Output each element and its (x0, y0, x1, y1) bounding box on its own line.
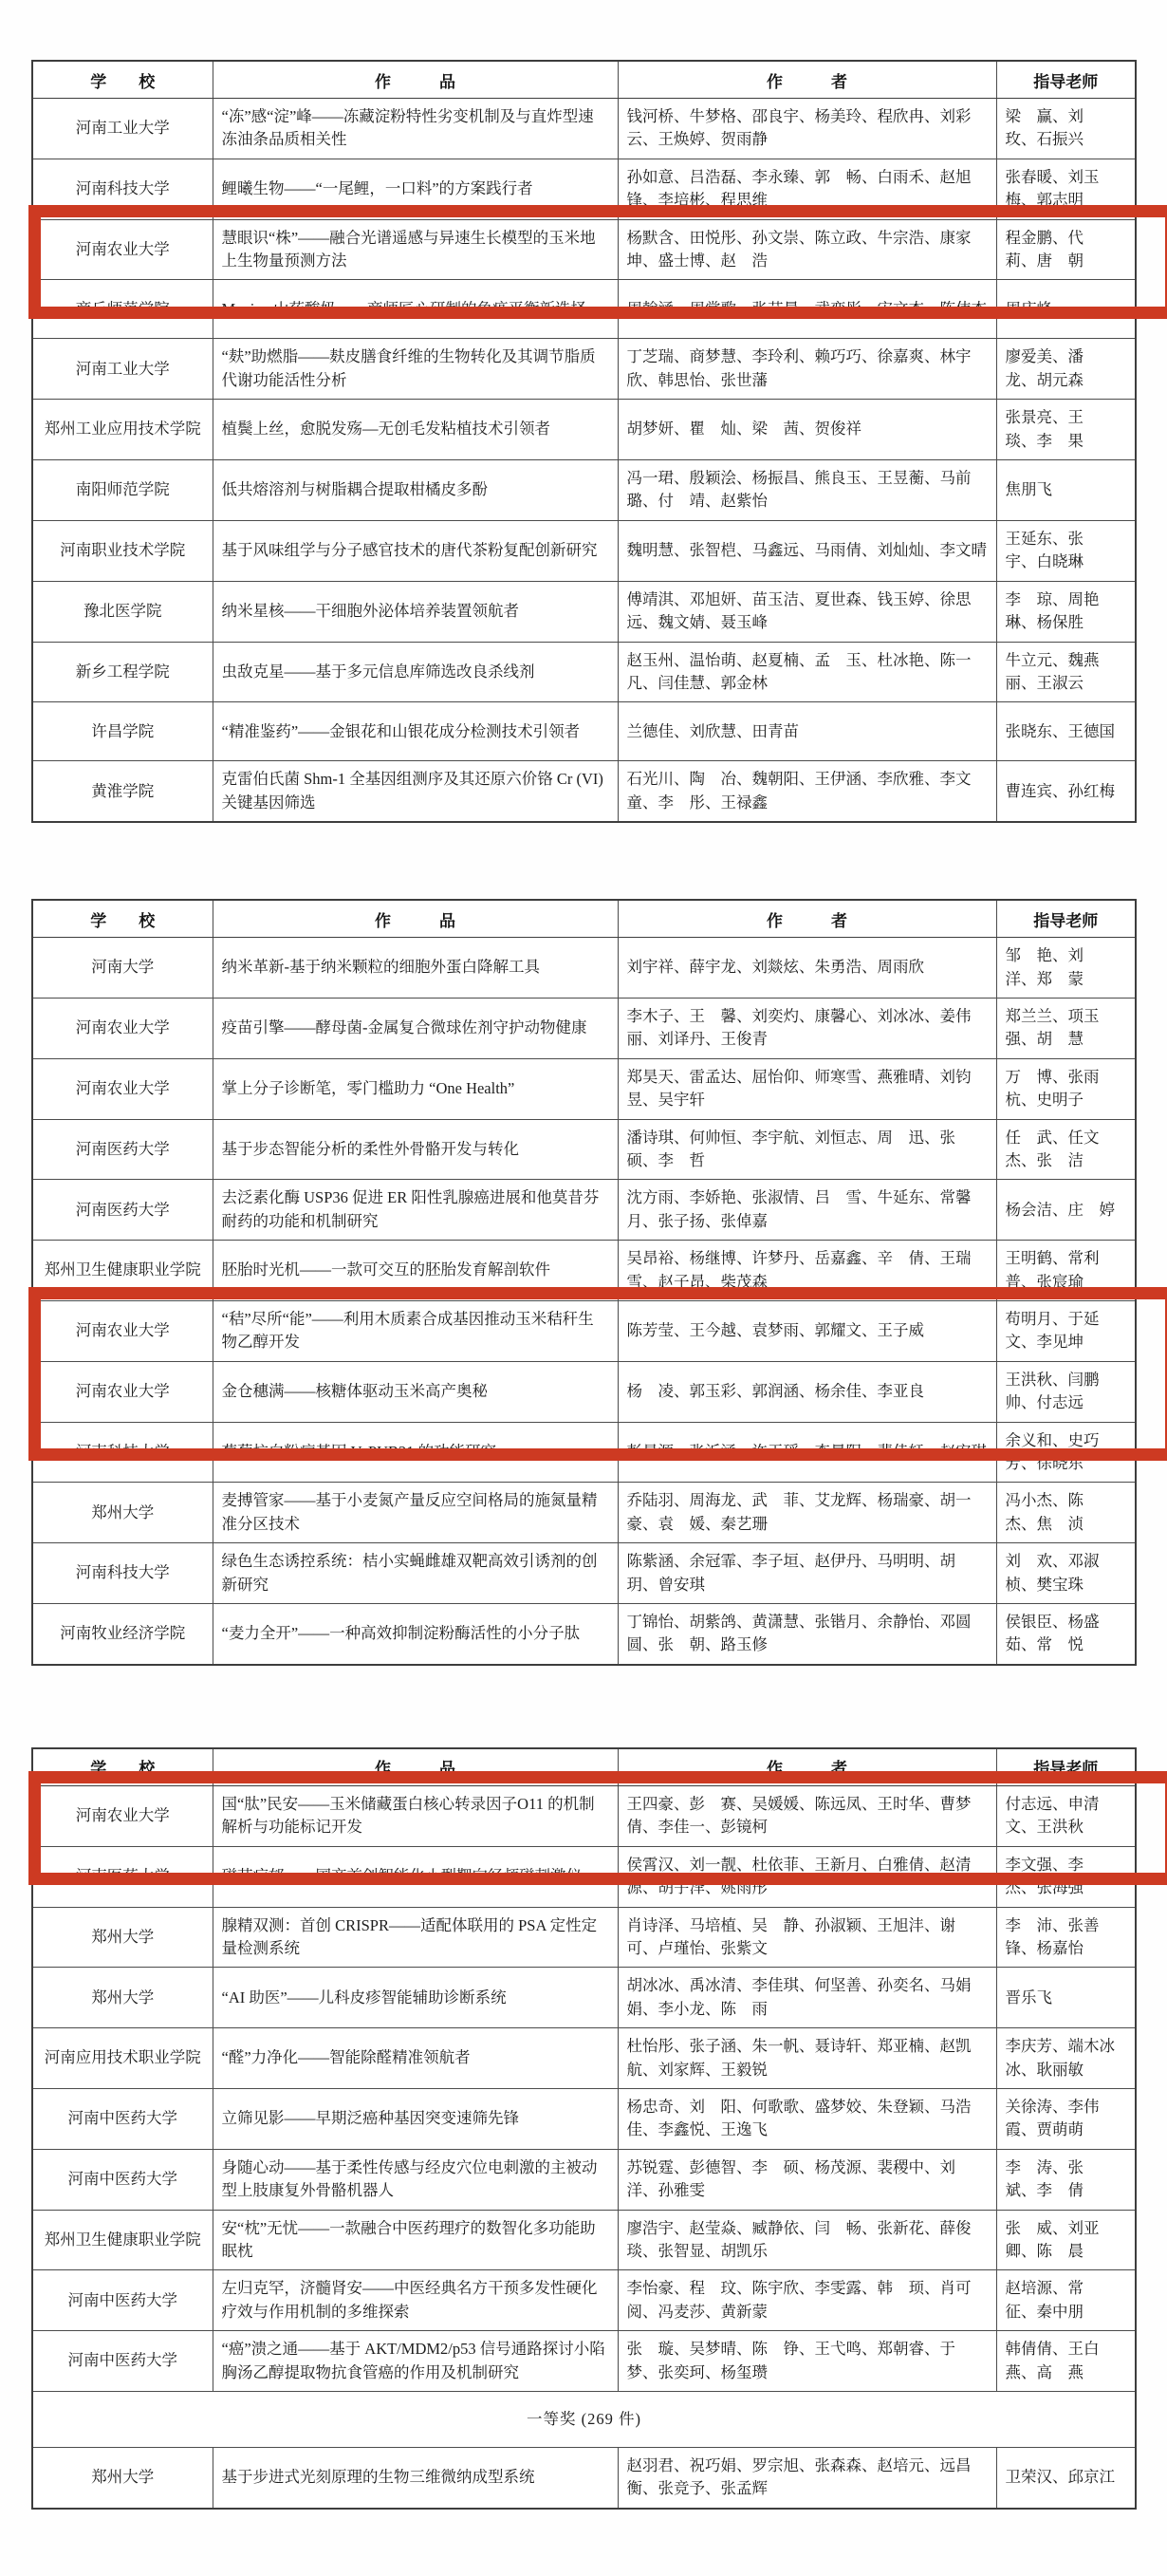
table-row (32, 761, 1136, 822)
school-cell: 郑州大学 (32, 1907, 213, 1968)
school-cell: 河南农业大学 (32, 1301, 213, 1362)
column-header: 学 校 (32, 1748, 213, 1786)
advisors-cell: 侯银臣、杨盛茹、常 悦 (996, 1604, 1136, 1665)
work-cell: 金仓穗满——核糖体驱动玉米高产奥秘 (213, 1361, 618, 1422)
school-cell: 郑州卫生健康职业学院 (32, 2210, 213, 2270)
advisors-cell: 邹 艳、刘 洋、郑 蒙 (996, 938, 1136, 999)
award-tier-label: 一等奖 (269 件) (32, 2392, 1136, 2448)
school-cell: 商丘师范学院 (32, 280, 213, 339)
authors-cell: 杨 凌、郭玉彩、郭润涵、杨余佳、李亚良 (618, 1361, 996, 1422)
work-cell: “冻”感“淀”峰——冻藏淀粉特性劣变机制及与直炸型速冻油条品质相关性 (213, 99, 618, 159)
advisors-cell: 刘 欢、邓淑桢、樊宝珠 (996, 1543, 1136, 1604)
advisors-cell: 李 琼、周艳琳、杨保胜 (996, 581, 1136, 642)
work-cell: “麦力全开”——一种高效抑制淀粉酶活性的小分子肽 (213, 1604, 618, 1665)
school-cell: 新乡工程学院 (32, 642, 213, 702)
table-row (32, 702, 1136, 761)
work-cell: “癌”溃之通——基于 AKT/MDM2/p53 信号通路探讨小陷胸汤乙醇提取物抗食管癌的作用及机制研究 (213, 2331, 618, 2392)
column-header: 指导老师 (996, 900, 1136, 938)
school-cell: 河南中医药大学 (32, 2331, 213, 2392)
school-cell: 许昌学院 (32, 702, 213, 761)
header-row (32, 1748, 1136, 1786)
table-row (32, 1543, 1136, 1604)
authors-cell: 陈芳莹、王今越、袁梦雨、郭耀文、王子威 (618, 1301, 996, 1362)
table-row (32, 1785, 1136, 1846)
authors-cell: 胡冰冰、禹冰清、李佳琪、何坚善、孙奕名、马娟娟、李小龙、陈 雨 (618, 1968, 996, 2028)
advisors-cell: 牛立元、魏燕丽、王淑云 (996, 642, 1136, 702)
column-header: 指导老师 (996, 1748, 1136, 1786)
work-cell: 疫苗引擎——酵母菌-金属复合微球佐剂守护动物健康 (213, 998, 618, 1058)
award-table-2 (31, 899, 1137, 1666)
table-row (32, 642, 1136, 702)
work-cell: 安“枕”无忧——一款融合中医药理疗的数智化多功能助眠枕 (213, 2210, 618, 2270)
school-cell: 河南职业技术学院 (32, 520, 213, 581)
authors-cell: 潘诗琪、何帅恒、李宇航、刘恒志、周 迅、张 硕、李 哲 (618, 1119, 996, 1180)
table-row (32, 2270, 1136, 2331)
advisors-cell: 曹连宾、孙红梅 (996, 761, 1136, 822)
authors-cell: 沈方雨、李娇艳、张淑情、吕 雪、牛延东、常馨月、张子扬、张倬嘉 (618, 1180, 996, 1241)
table-row (32, 339, 1136, 400)
authors-cell: 兰德佳、刘欣慧、田青苗 (618, 702, 996, 761)
work-cell: 左归克罕，济髓肾安——中医经典名方干预多发性硬化疗效与作用机制的多维探索 (213, 2270, 618, 2331)
work-cell: 低共熔溶剂与树脂耦合提取柑橘皮多酚 (213, 460, 618, 521)
table-row (32, 1301, 1136, 1362)
authors-cell: 丁芝瑞、商梦慧、李玲利、赖巧巧、徐嘉爽、林宇欣、韩思怡、张世藩 (618, 339, 996, 400)
authors-cell: 李怡豪、程 玟、陈宇欣、李雯露、韩 顼、肖可阅、冯麦莎、黄新蒙 (618, 2270, 996, 2331)
header-row (32, 900, 1136, 938)
table-1-body (32, 99, 1136, 823)
authors-cell: 吴昂裕、杨继博、许梦丹、岳嘉鑫、辛 倩、王瑞雪、赵子昂、柴茂森 (618, 1241, 996, 1301)
advisors-cell: 廖爱美、潘 龙、胡元森 (996, 339, 1136, 400)
table-row (32, 2448, 1136, 2509)
column-header: 作 品 (213, 61, 618, 99)
advisors-cell: 赵培源、常 征、秦中朋 (996, 2270, 1136, 2331)
school-cell: 河南大学 (32, 938, 213, 999)
column-header: 作 者 (618, 61, 996, 99)
table-row (32, 998, 1136, 1058)
table-row (32, 219, 1136, 280)
column-header: 指导老师 (996, 61, 1136, 99)
table-row (32, 99, 1136, 159)
authors-cell: 杨默含、田悦彤、孙文崇、陈立政、牛宗浩、康家坤、盛士博、赵 浩 (618, 219, 996, 280)
school-cell: 河南中医药大学 (32, 2088, 213, 2149)
work-cell: 慧眼识“株”——融合光谱遥感与异速生长模型的玉米地上生物量预测方法 (213, 219, 618, 280)
authors-cell: 冯一珺、殷颖浍、杨振昌、熊良玉、王昱蘅、马前璐、付 靖、赵紫怡 (618, 460, 996, 521)
table-row (32, 159, 1136, 219)
work-cell: 基于步态智能分析的柔性外骨骼开发与转化 (213, 1119, 618, 1180)
advisors-cell: 卫荣汉、邱京江 (996, 2448, 1136, 2509)
school-cell: 河南农业大学 (32, 1058, 213, 1119)
authors-cell: 赵玉州、温怡萌、赵夏楠、孟 玉、杜冰艳、陈一凡、闫佳慧、郭金林 (618, 642, 996, 702)
column-header: 作 者 (618, 900, 996, 938)
table-row (32, 400, 1136, 460)
authors-cell: 侯霄汉、刘一靓、杜依菲、王新月、白雅倩、赵清源、胡宇泽、姚雨彤 (618, 1846, 996, 1907)
work-cell: 植鬓上丝，愈脱发殇—无创毛发粘植技术引领者 (213, 400, 618, 460)
advisors-cell: 万 博、张雨杭、史明子 (996, 1058, 1136, 1119)
authors-cell: 杨忠奇、刘 阳、何歌歌、盛梦姣、朱登颖、马浩佳、李鑫悦、王逸飞 (618, 2088, 996, 2149)
advisors-cell: 王明鹤、常利普、张宸瑜 (996, 1241, 1136, 1301)
work-cell: 磁芯疗郁——国产首创智能化小型靶向经颅磁刺激仪 (213, 1846, 618, 1907)
authors-cell: 廖浩宇、赵莹焱、臧静依、闫 畅、张新花、薛俊琰、张智显、胡凯乐 (618, 2210, 996, 2270)
authors-cell: 郑昊天、雷孟达、屈怡仰、师寒雪、燕雅晴、刘钧昱、吴宇轩 (618, 1058, 996, 1119)
school-cell: 河南医药大学 (32, 1846, 213, 1907)
school-cell: 河南农业大学 (32, 998, 213, 1058)
work-cell: 基于步进式光刻原理的生物三维微纳成型系统 (213, 2448, 618, 2509)
authors-cell: 石光川、陶 冶、魏朝阳、王伊涵、李欣雅、李文童、李 彤、王禄鑫 (618, 761, 996, 822)
advisors-cell: 韩倩倩、王白燕、高 燕 (996, 2331, 1136, 2392)
table-row (32, 1483, 1136, 1543)
advisors-cell: 张 威、刘亚卿、陈 晨 (996, 2210, 1136, 2270)
school-cell: 河南工业大学 (32, 339, 213, 400)
work-cell: 葡萄抗白粉病基因 VyPUB21 的功能研究 (213, 1422, 618, 1483)
advisors-cell: 王洪秋、闫鹏帅、付志远 (996, 1361, 1136, 1422)
advisors-cell: 李 涛、张 斌、李 倩 (996, 2149, 1136, 2210)
work-cell: 绿色生态诱控系统：桔小实蝇雌雄双靶高效引诱剂的创新研究 (213, 1543, 618, 1604)
school-cell: 河南科技大学 (32, 1543, 213, 1604)
table-row (32, 938, 1136, 999)
table-row (32, 1604, 1136, 1665)
table-row (32, 1422, 1136, 1483)
award-table-3 (31, 1747, 1137, 2510)
authors-cell: 周翰涵、周常歌、张艾晨、武奕彤、宋文杰、陈伟杰 (618, 280, 996, 339)
column-header: 学 校 (32, 900, 213, 938)
work-cell: 鲤曦生物——“一尾鲤，一口料”的方案践行者 (213, 159, 618, 219)
work-cell: “麸”助燃脂——麸皮膳食纤维的生物转化及其调节脂质代谢功能活性分析 (213, 339, 618, 400)
authors-cell: 傅靖淇、邓旭妍、苗玉洁、夏世森、钱玉婷、徐思远、魏文婧、聂玉峰 (618, 581, 996, 642)
school-cell: 河南农业大学 (32, 1785, 213, 1846)
advisors-cell: 关徐涛、李伟霞、贾萌萌 (996, 2088, 1136, 2149)
school-cell: 郑州大学 (32, 1968, 213, 2028)
work-cell: 去泛素化酶 USP36 促进 ER 阳性乳腺癌进展和他莫昔芬耐药的功能和机制研究 (213, 1180, 618, 1241)
authors-cell: 苏锐霆、彭德智、李 硕、杨茂源、裴稷中、刘 洋、孙雅雯 (618, 2149, 996, 2210)
table-3-body (32, 1785, 1136, 2508)
table-3-header (32, 1748, 1136, 1786)
column-header: 作 品 (213, 1748, 618, 1786)
column-header: 作 品 (213, 900, 618, 938)
advisors-cell: 程金鹏、代 莉、唐 朝 (996, 219, 1136, 280)
advisors-cell: 郑兰兰、项玉强、胡 慧 (996, 998, 1136, 1058)
award-tier-divider (32, 2392, 1136, 2448)
authors-cell: 孙如意、吕浩磊、李永臻、郭 畅、白雨禾、赵旭锋、李培彬、程思维 (618, 159, 996, 219)
table-2-header (32, 900, 1136, 938)
school-cell: 河南中医药大学 (32, 2149, 213, 2210)
header-row (32, 61, 1136, 99)
school-cell: 豫北医学院 (32, 581, 213, 642)
work-cell: “AI 助医”——儿科皮疹智能辅助诊断系统 (213, 1968, 618, 2028)
table-row (32, 280, 1136, 339)
work-cell: “秸”尽所“能”——利用木质素合成基因推动玉米秸秆生物乙醇开发 (213, 1301, 618, 1362)
school-cell: 郑州卫生健康职业学院 (32, 1241, 213, 1301)
authors-cell: 杜怡彤、张子涵、朱一帆、聂诗轩、郑亚楠、赵凯航、刘家辉、王毅锐 (618, 2028, 996, 2089)
table-row (32, 2088, 1136, 2149)
school-cell: 黄淮学院 (32, 761, 213, 822)
school-cell: 河南中医药大学 (32, 2270, 213, 2331)
advisors-cell: 王延东、张 宇、白晓琳 (996, 520, 1136, 581)
advisors-cell: 李庆芳、端木冰冰、耿丽敏 (996, 2028, 1136, 2089)
authors-cell: 丁锦怡、胡紫鸽、黄潇慧、张锴月、余静怡、邓圆圆、张 朝、路玉修 (618, 1604, 996, 1665)
table-row (32, 2149, 1136, 2210)
school-cell: 河南医药大学 (32, 1119, 213, 1180)
work-cell: 立筛见影——早期泛癌种基因突变速筛先锋 (213, 2088, 618, 2149)
advisors-cell: 冯小杰、陈 杰、焦 浈 (996, 1483, 1136, 1543)
authors-cell: 钱河桥、牛梦格、邵良宇、杨美玲、程欣冉、刘彩云、王焕婷、贺雨静 (618, 99, 996, 159)
advisors-cell: 焦朋飞 (996, 460, 1136, 521)
school-cell: 河南科技大学 (32, 1422, 213, 1483)
work-cell: 国“肽”民安——玉米储藏蛋白核心转录因子O11 的机制解析与功能标记开发 (213, 1785, 618, 1846)
school-cell: 河南应用技术职业学院 (32, 2028, 213, 2089)
school-cell: 河南医药大学 (32, 1180, 213, 1241)
column-header: 学 校 (32, 61, 213, 99)
school-cell: 河南工业大学 (32, 99, 213, 159)
authors-cell: 李木子、王 馨、刘奕灼、康馨心、刘冰冰、姜伟丽、刘译丹、王俊青 (618, 998, 996, 1058)
table-row (32, 2028, 1136, 2089)
school-cell: 郑州工业应用技术学院 (32, 400, 213, 460)
work-cell: 掌上分子诊断笔，零门槛助力 “One Health” (213, 1058, 618, 1119)
work-cell: 身随心动——基于柔性传感与经皮穴位电刺激的主被动型上肢康复外骨骼机器人 (213, 2149, 618, 2210)
school-cell: 河南牧业经济学院 (32, 1604, 213, 1665)
advisors-cell: 余义和、史巧芳、徐晓东 (996, 1422, 1136, 1483)
table-row (32, 1119, 1136, 1180)
work-cell: 腺精双测：首创 CRISPR——适配体联用的 PSA 定性定量检测系统 (213, 1907, 618, 1968)
table-row (32, 460, 1136, 521)
school-cell: 河南农业大学 (32, 1361, 213, 1422)
school-cell: 河南农业大学 (32, 219, 213, 280)
work-cell: Mavina 山药酸奶——商师匠心研制的免疫平衡新选择 (213, 280, 618, 339)
school-cell: 郑州大学 (32, 2448, 213, 2509)
column-header: 作 者 (618, 1748, 996, 1786)
work-cell: “醛”力净化——智能除醛精准领航者 (213, 2028, 618, 2089)
table-row (32, 581, 1136, 642)
advisors-cell: 任 武、任文杰、张 洁 (996, 1119, 1136, 1180)
table-row (32, 1180, 1136, 1241)
advisors-cell: 苟明月、于延文、李见坤 (996, 1301, 1136, 1362)
work-cell: 纳米革新-基于纳米颗粒的细胞外蛋白降解工具 (213, 938, 618, 999)
work-cell: 基于风味组学与分子感官技术的唐代茶粉复配创新研究 (213, 520, 618, 581)
authors-cell: 彭星源、张沂涵、许玉瑶、李晨阳、裴佳轩、赵安琪 (618, 1422, 996, 1483)
school-cell: 南阳师范学院 (32, 460, 213, 521)
school-cell: 河南科技大学 (32, 159, 213, 219)
work-cell: “精准鉴药”——金银花和山银花成分检测技术引领者 (213, 702, 618, 761)
advisors-cell: 张景亮、王 琰、李 果 (996, 400, 1136, 460)
advisors-cell: 周庆峰 (996, 280, 1136, 339)
authors-cell: 乔陆羽、周海龙、武 菲、艾龙辉、杨瑞豪、胡一豪、袁 媛、秦艺珊 (618, 1483, 996, 1543)
authors-cell: 王四豪、彭 赛、吴媛媛、陈远凤、王时华、曹梦倩、李佳一、彭镜柯 (618, 1785, 996, 1846)
table-row (32, 1907, 1136, 1968)
table-row (32, 1361, 1136, 1422)
advisors-cell: 梁 赢、刘 玫、石振兴 (996, 99, 1136, 159)
authors-cell: 陈紫涵、余冠霏、李子垣、赵伊丹、马明明、胡 玥、曾安琪 (618, 1543, 996, 1604)
table-row (32, 1846, 1136, 1907)
advisors-cell: 张春暖、刘玉梅、郭志明 (996, 159, 1136, 219)
table-row (32, 2331, 1136, 2392)
advisors-cell: 张晓东、王德国 (996, 702, 1136, 761)
table-row (32, 1241, 1136, 1301)
authors-cell: 胡梦妍、瞿 灿、梁 茜、贺俊祥 (618, 400, 996, 460)
work-cell: 克雷伯氏菌 Shm-1 全基因组测序及其还原六价铬 Cr (VI) 关键基因筛选 (213, 761, 618, 822)
work-cell: 麦搏管家——基于小麦氮产量反应空间格局的施氮量精准分区技术 (213, 1483, 618, 1543)
advisors-cell: 李 沛、张善锋、杨嘉怡 (996, 1907, 1136, 1968)
award-table-1 (31, 60, 1137, 823)
table-2-body (32, 938, 1136, 1665)
advisors-cell: 晋乐飞 (996, 1968, 1136, 2028)
authors-cell: 赵羽君、祝巧娟、罗宗旭、张森森、赵培元、远昌衡、张竞予、张孟辉 (618, 2448, 996, 2509)
advisors-cell: 杨会洁、庄 婷 (996, 1180, 1136, 1241)
advisors-cell: 李文强、李 杰、张海强 (996, 1846, 1136, 1907)
work-cell: 纳米星核——干细胞外泌体培养装置领航者 (213, 581, 618, 642)
table-1-header (32, 61, 1136, 99)
advisors-cell: 付志远、申清文、王洪秋 (996, 1785, 1136, 1846)
authors-cell: 刘宇祥、薛宇龙、刘燚炫、朱勇浩、周雨欣 (618, 938, 996, 999)
school-cell: 郑州大学 (32, 1483, 213, 1543)
table-row (32, 1968, 1136, 2028)
table-row (32, 2210, 1136, 2270)
work-cell: 胚胎时光机——一款可交互的胚胎发育解剖软件 (213, 1241, 618, 1301)
table-row (32, 520, 1136, 581)
authors-cell: 肖诗泽、马培植、吴 静、孙淑颖、王旭沣、谢 可、卢瑾怡、张紫文 (618, 1907, 996, 1968)
table-row (32, 1058, 1136, 1119)
work-cell: 虫敌克星——基于多元信息库筛选改良杀线剂 (213, 642, 618, 702)
authors-cell: 张 璇、吴梦晴、陈 铮、王弋鸣、郑朝睿、于 梦、张奕珂、杨玺瓒 (618, 2331, 996, 2392)
authors-cell: 魏明慧、张智桤、马鑫远、马雨倩、刘灿灿、李文晴 (618, 520, 996, 581)
